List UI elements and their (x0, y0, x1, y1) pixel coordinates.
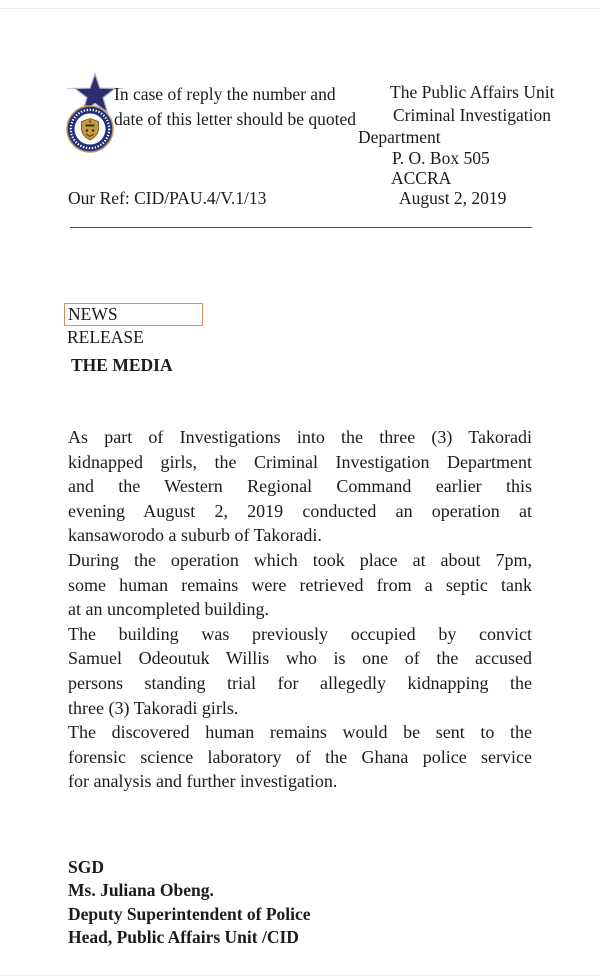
address-department-line1: Criminal Investigation (393, 105, 551, 125)
reply-note (114, 82, 356, 132)
body-line: During the operation which took place at about 7pm, (68, 549, 532, 570)
header-divider (70, 227, 532, 228)
body-line: evening August 2, 2019 conducted an operation at (68, 500, 532, 521)
body-line: As part of Investigations into the three (3) Takoradi (68, 427, 532, 447)
body-line: kidnapped girls, the Criminal Investigation Department (68, 451, 532, 472)
release-label: RELEASE (67, 327, 144, 347)
signature-rank: Deputy Superintendent of Police (68, 903, 311, 924)
body-line: and the Western Regional Command earlier this (68, 476, 532, 497)
signature-sgd: SGD (68, 857, 104, 877)
body-line: for analysis and further investigation. (68, 771, 338, 792)
body-line: The building was previously occupied by convict (68, 623, 532, 644)
news-highlight-box (64, 303, 203, 326)
address-po-box: P. O. Box 505 (392, 148, 490, 168)
body-text (68, 425, 532, 794)
body-line: at an uncompleted building. (68, 599, 269, 620)
page-bottom-edge (0, 975, 600, 976)
body-line: Samuel Odeoutuk Willis who is one of the accused (68, 648, 532, 669)
body-line: some human remains were retrieved from a septic tank (68, 574, 532, 595)
body-line: three (3) Takoradi girls. (68, 697, 239, 718)
body-line: The discovered human remains would be sent to the (68, 722, 532, 743)
address-city: ACCRA (391, 168, 452, 188)
addressee-label: THE MEDIA (71, 355, 173, 375)
address-department-line2: Department (358, 127, 441, 147)
news-label: NEWS (68, 304, 118, 324)
body-line: kansaworodo a suburb of Takoradi. (68, 525, 322, 546)
our-ref: Our Ref: CID/PAU.4/V.1/13 (68, 188, 267, 208)
body-line: persons standing trial for allegedly kidnapping the (68, 672, 532, 693)
signature-block (68, 856, 311, 949)
reply-note-line1: In case of reply the number and (114, 84, 336, 104)
body-line: forensic science laboratory of the Ghana police service (68, 746, 532, 767)
reply-note-line2: date of this letter should be quoted (114, 109, 357, 129)
signature-title: Head, Public Affairs Unit /CID (68, 926, 299, 947)
page-top-edge (0, 8, 600, 9)
letter-date: August 2, 2019 (399, 188, 507, 208)
address-unit: The Public Affairs Unit (390, 82, 555, 102)
signature-name: Ms. Juliana Obeng. (68, 880, 214, 901)
